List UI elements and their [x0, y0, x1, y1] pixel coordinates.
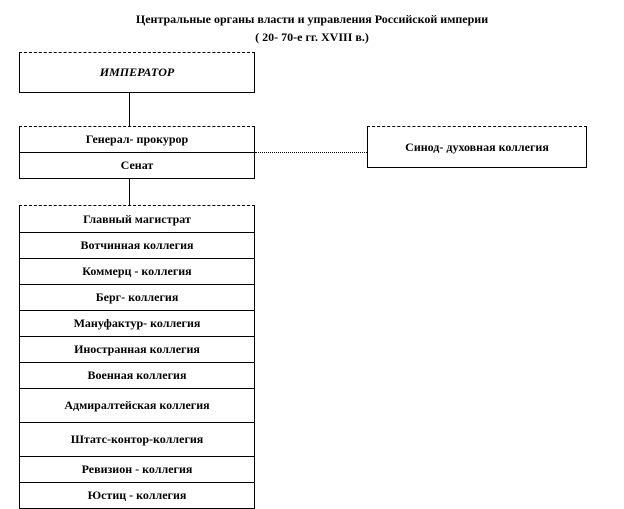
college-item: Военная коллегия [20, 362, 254, 388]
college-item: Коммерц - коллегия [20, 258, 254, 284]
college-item: Главный магистрат [83, 211, 191, 226]
college-item: Берг- коллегия [20, 284, 254, 310]
senate-box [19, 152, 255, 179]
connector-senate-colleges [129, 179, 130, 205]
diagram-title-line1: Центральные органы власти и управления Российской империи [135, 12, 489, 26]
college-item: Адмиралтейская коллегия [20, 388, 254, 422]
synod-label: Синод- духовная коллегия [405, 139, 549, 154]
senate-label: Сенат [120, 158, 154, 172]
college-item: Ревизион - коллегия [20, 456, 254, 482]
college-item: Вотчинная коллегия [20, 232, 254, 258]
college-item: Юстиц - коллегия [20, 482, 254, 508]
college-item: Штатс-контор-коллегия [20, 422, 254, 456]
connector-emperor-senate [129, 93, 130, 126]
college-item: Мануфактур- коллегия [20, 310, 254, 336]
procurator-box [19, 126, 255, 153]
procurator-label: Генерал- прокурор [85, 132, 189, 146]
diagram-title-line2: ( 20- 70-е гг. XVIII в.) [255, 30, 369, 44]
emperor-box [19, 52, 255, 93]
college-item: Иностранная коллегия [20, 336, 254, 362]
synod-box [367, 126, 587, 168]
emperor-label: ИМПЕРАТОР [99, 65, 175, 79]
connector-senate-synod [255, 152, 367, 153]
colleges-stack [19, 205, 255, 509]
